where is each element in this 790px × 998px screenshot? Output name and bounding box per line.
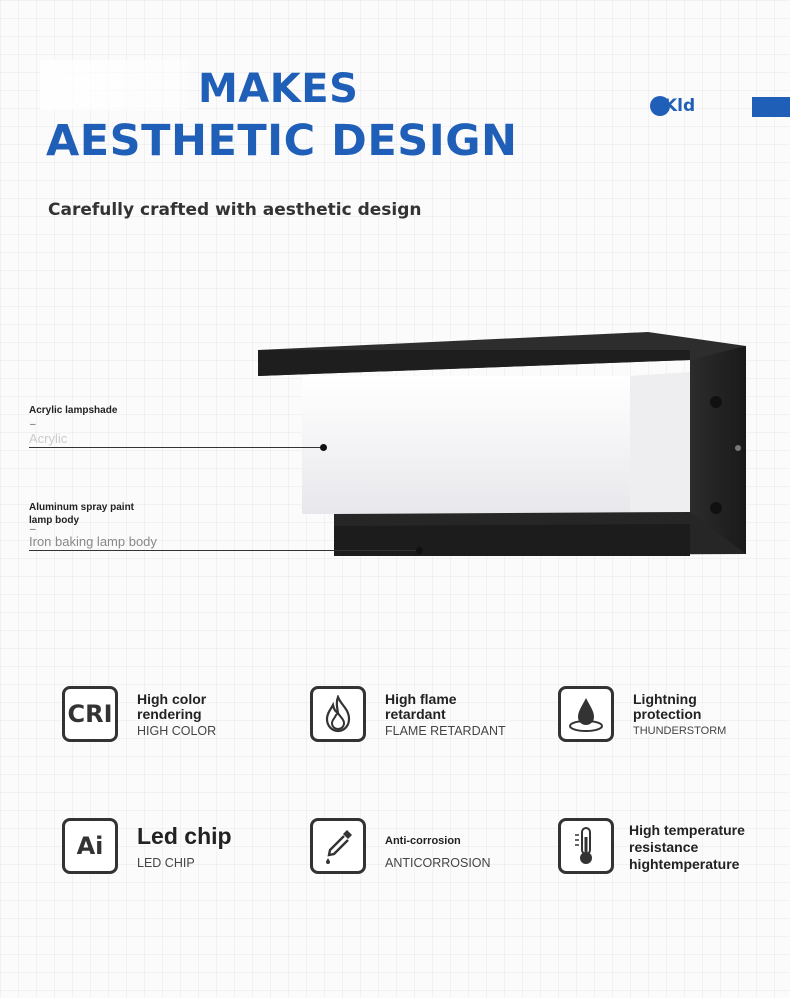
- brand-logo: [650, 95, 790, 119]
- ai-chip-icon: Ai: [62, 818, 118, 874]
- feature-high-temperature: [558, 818, 788, 882]
- logo-text: Kld: [664, 96, 696, 116]
- callout-body-label: Aluminum spray paint lamp body: [29, 502, 135, 526]
- logo-bar: [752, 97, 790, 117]
- feature-anti-corrosion: [310, 818, 540, 882]
- feature-subtitle: ANTICORROSION: [385, 856, 491, 870]
- feature-title: Anti-corrosion: [385, 835, 461, 847]
- callout-body-line: [29, 550, 421, 551]
- callout-acrylic-label: Acrylic lampshade: [29, 405, 118, 416]
- feature-title: Led chip: [137, 823, 232, 849]
- feature-subtitle: HIGH COLOR: [137, 724, 217, 738]
- callout-acrylic-sub: Acrylic: [29, 431, 68, 446]
- dropper-icon: [310, 818, 366, 874]
- callout-acrylic-line: [29, 447, 325, 448]
- feature-lightning-protection: [558, 686, 788, 750]
- cri-icon: CRI: [62, 686, 118, 742]
- callout-body-dash: –: [30, 524, 36, 535]
- faint-decoration: [40, 60, 188, 110]
- callout-acrylic-dot: [320, 444, 327, 451]
- feature-flame-retardant: [310, 686, 540, 750]
- feature-title: High temperature resistance hightemperature: [629, 822, 745, 872]
- flame-icon: [310, 686, 366, 742]
- feature-subtitle: LED CHIP: [137, 856, 195, 870]
- callout-acrylic-dash: –: [30, 419, 36, 430]
- feature-title: High color rendering: [137, 691, 207, 722]
- feature-subtitle: THUNDERSTORM: [633, 725, 727, 737]
- title-line-1: MAKES: [198, 66, 359, 112]
- feature-led-chip: [62, 818, 292, 882]
- thermometer-icon: [558, 818, 614, 874]
- title-line-2: AESTHETIC DESIGN: [46, 116, 518, 166]
- feature-subtitle: FLAME RETARDANT: [385, 724, 506, 738]
- feature-title: High flame retardant: [385, 691, 457, 722]
- water-drop-icon: [558, 686, 614, 742]
- callout-body-dot: [416, 547, 423, 554]
- callout-body-sub: Iron baking lamp body: [29, 534, 157, 549]
- feature-high-color: [62, 686, 292, 750]
- subtitle: Carefully crafted with aesthetic design: [48, 200, 422, 220]
- feature-title: Lightning protection: [633, 691, 702, 722]
